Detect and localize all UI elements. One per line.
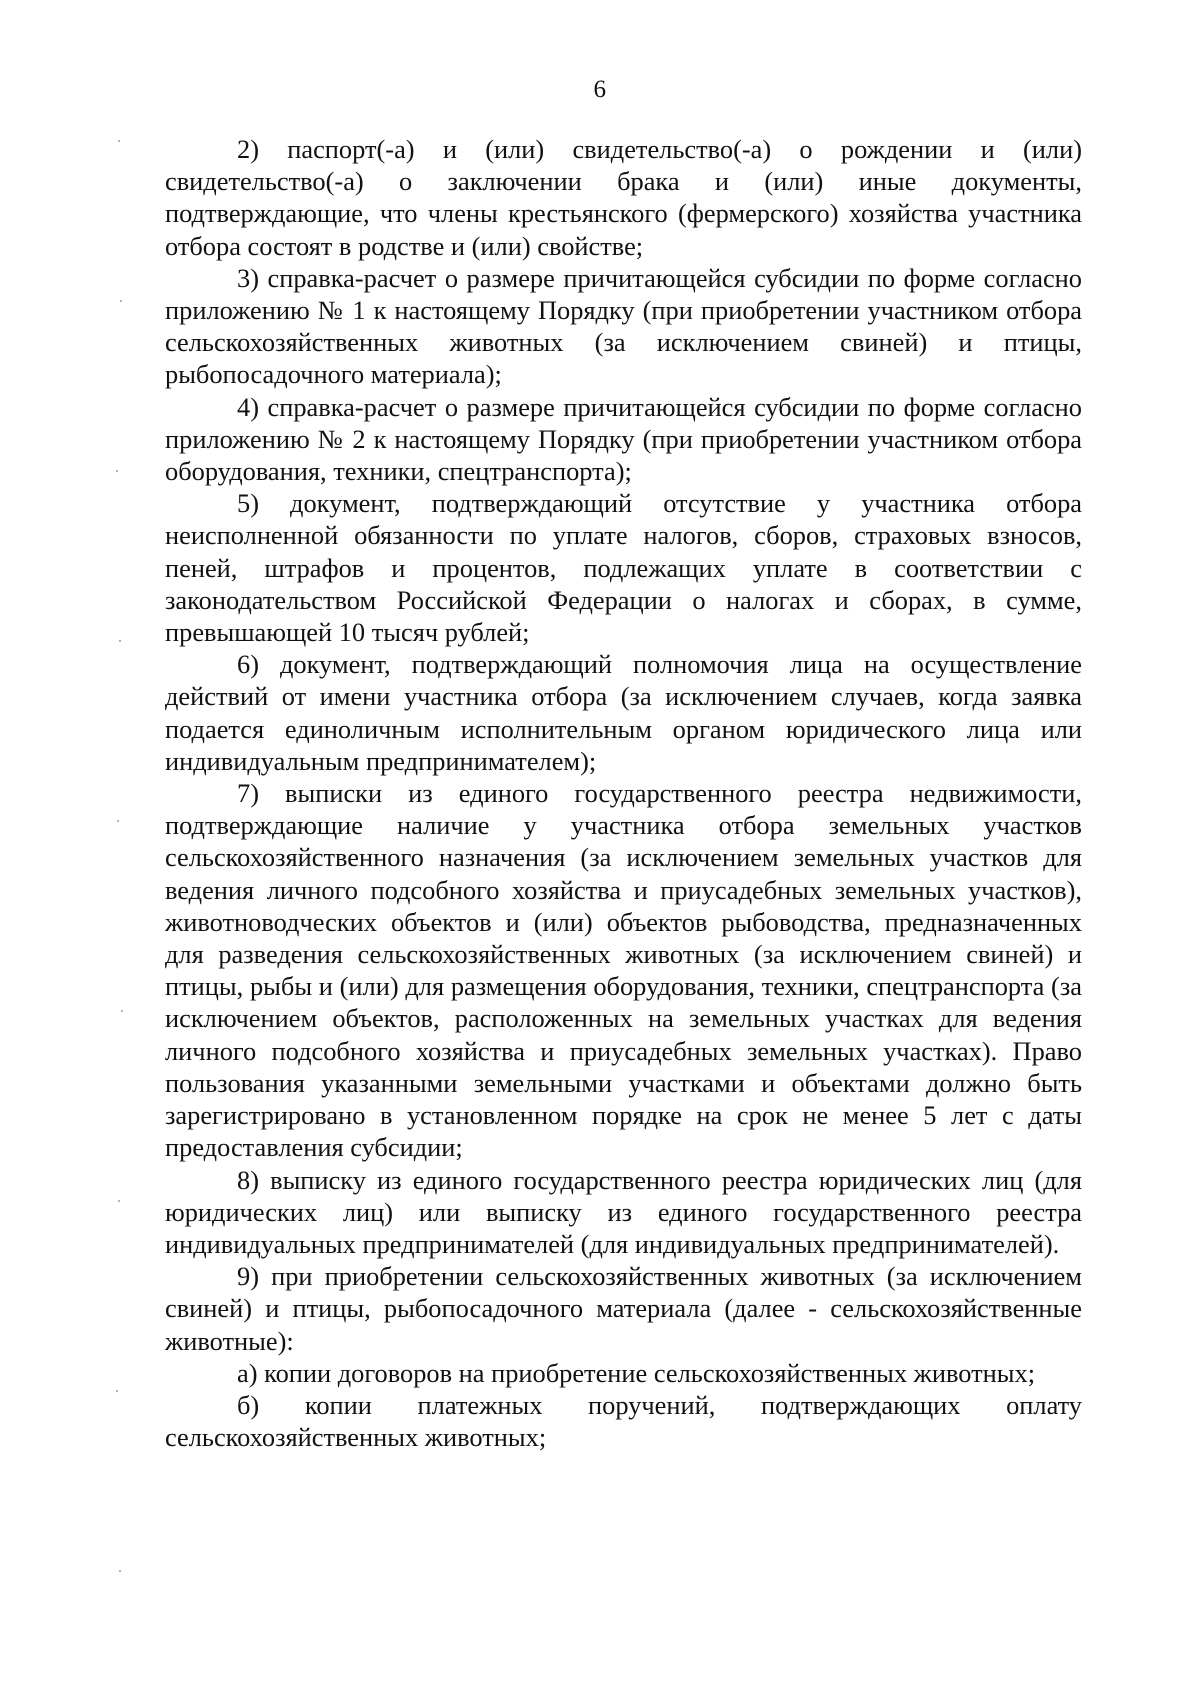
paragraph-item-8: 8) выписку из единого государственного реестра юридических лиц (для юридических лиц) или выписку из единого государственного реестра индивидуальных предпринимателей (для индивидуальных предпринимателей). <box>165 1164 1082 1259</box>
paragraph-subitem-b: б) копии платежных поручений, подтверждающих оплату сельскохозяйственных животных; <box>165 1389 1082 1453</box>
scan-artifact <box>120 300 122 302</box>
page-number: 6 <box>593 76 607 103</box>
scan-artifact <box>118 1200 120 1202</box>
paragraph-item-5: 5) документ, подтверждающий отсутствие у участника отбора неисполненной обязанности по уплате налогов, сборов, страховых взносов, пеней, штрафов и процентов, подлежащих уплате в соответствии с законодательством Российской Федерации о налогах и сборах, в сумме, превышающей 10 тысяч рублей; <box>165 488 1082 648</box>
paragraph-item-6: 6) документ, подтверждающий полномочия лица на осуществление действий от имени участника отбора (за исключением случаев, когда заявка подается единоличным исполнительным органом юридического лица или индивидуальным предпринимателем); <box>165 649 1082 776</box>
scan-artifact <box>121 1010 123 1012</box>
scan-artifact <box>117 820 119 822</box>
document-body <box>165 133 1082 1453</box>
paragraph-item-9: 9) при приобретении сельскохозяйственных животных (за исключением свиней) и птицы, рыбопосадочного материала (далее - сельскохозяйственные животные): <box>165 1261 1082 1356</box>
scan-artifact <box>116 470 118 472</box>
paragraph-item-3: 3) справка-расчет о размере причитающейся субсидии по форме согласно приложению № 1 к настоящему Порядку (при приобретении участником отбора сельскохозяйственных животных (за исключением свиней) и птицы, рыбопосадочного материала); <box>165 262 1082 390</box>
scan-artifact <box>119 1570 121 1572</box>
paragraph-item-4: 4) справка-расчет о размере причитающейся субсидии по форме согласно приложению № 2 к настоящему Порядку (при приобретении участником отбора оборудования, техники, спецтранспорта); <box>165 391 1082 487</box>
paragraph-item-2: 2) паспорт(-а) и (или) свидетельство(-а) о рождении и (или) свидетельство(-а) о заключении брака и (или) иные документы, подтверждающие, что члены крестьянского (фермерского) хозяйства участника отбора состоят в родстве и (или) свойстве; <box>165 134 1082 261</box>
scan-artifact <box>116 1390 118 1392</box>
paragraph-subitem-a: а) копии договоров на приобретение сельскохозяйственных животных; <box>237 1357 1036 1388</box>
scan-artifact <box>119 640 121 642</box>
scan-artifact <box>118 140 120 142</box>
paragraph-item-7: 7) выписки из единого государственного реестра недвижимости, подтверждающие наличие у участника отбора земельных участков сельскохозяйственного назначения (за исключением земельных участков для ведения личного подсобного хозяйства и приусадебных земельных участков), животноводческих объектов и (или) объектов рыбоводства, предназначенных для разведения сельскохозяйственных животных (за исключением свиней) и птицы, рыбы и (или) для размещения оборудования, техники, спецтранспорта (за исключением объектов, расположенных на земельных участках для ведения личного подсобного хозяйства и приусадебных земельных участках). Право пользования указанными земельными участками и объектами должно быть зарегистрировано в установленном порядке на срок не менее 5 лет с даты предоставления субсидии; <box>165 778 1082 1163</box>
